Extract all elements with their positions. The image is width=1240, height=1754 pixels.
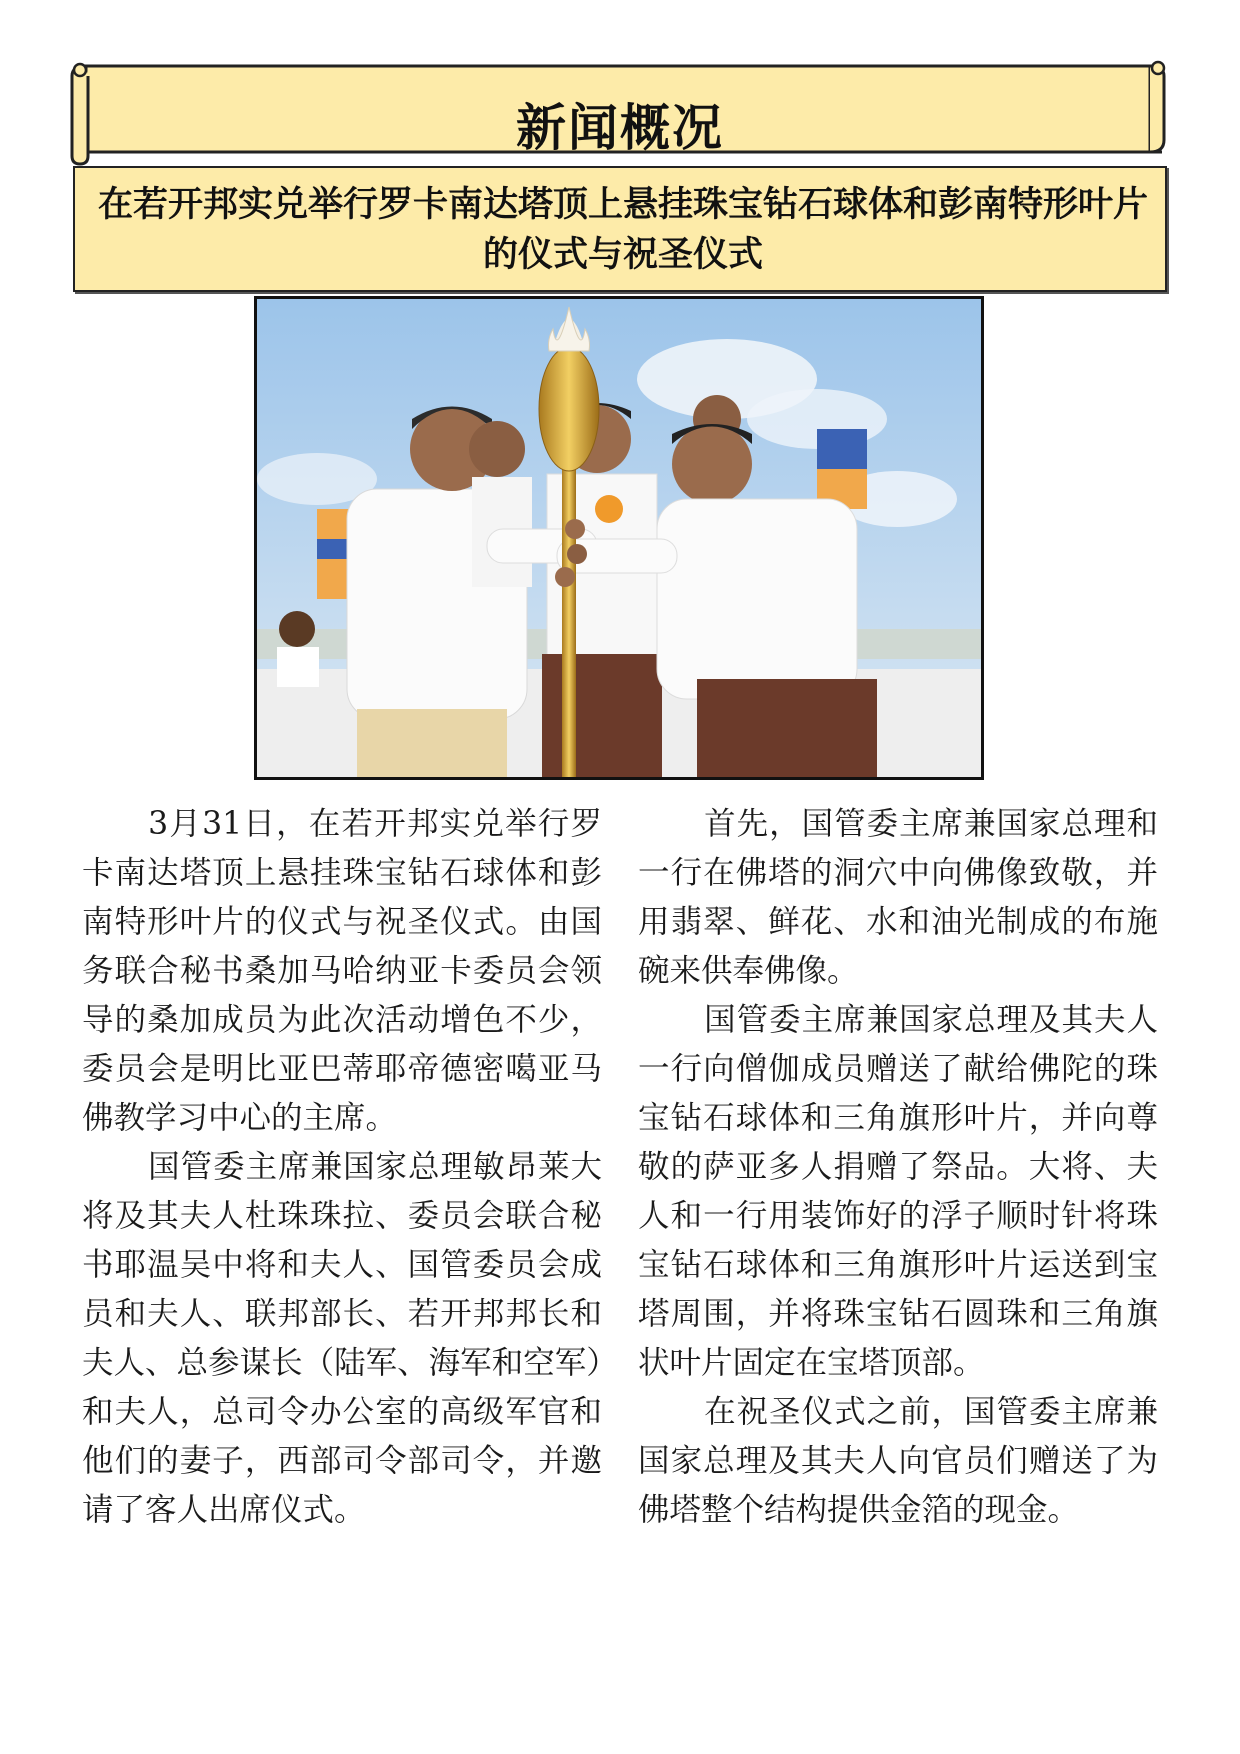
paragraph: 首先，国管委主席兼国家总理和一行在佛塔的洞穴中向佛像致敬，并用翡翠、鲜花、水和油光制成的布施碗来供奉佛像。 xyxy=(638,806,1158,989)
banner-title: 新闻概况 xyxy=(516,99,724,157)
paragraph: 3月31日，在若开邦实兑举行罗卡南达塔顶上悬挂珠宝钻石球体和彭南特形叶片的仪式与祝圣仪式。由国务联合秘书桑加马哈纳亚卡委员会领导的桑加成员为此次活动增色不少，委员会是明比亚巴蒂耶帝德密噶亚马佛教学习中心的主席。 xyxy=(82,806,602,1136)
ceremony-photo xyxy=(254,296,984,780)
headline-box xyxy=(73,166,1167,292)
article-column-right xyxy=(638,800,1158,1535)
section-banner xyxy=(70,56,1170,168)
paragraph: 在祝圣仪式之前，国管委主席兼国家总理及其夫人向官员们赠送了为佛塔整个结构提供金箔的现金。 xyxy=(638,1394,1158,1528)
article-column-left xyxy=(82,800,602,1535)
paragraph: 国管委主席兼国家总理及其夫人一行向僧伽成员赠送了献给佛陀的珠宝钻石球体和三角旗形叶片，并向尊敬的萨亚多人捐赠了祭品。大将、夫人和一行用装饰好的浮子顺时针将珠宝钻石球体和三角旗形叶片运送到宝塔周围，并将珠宝钻石圆珠和三角旗状叶片固定在宝塔顶部。 xyxy=(638,1002,1158,1381)
ceremony-photo-icon xyxy=(257,299,981,777)
article-headline: 在若开邦实兑举行罗卡南达塔顶上悬挂珠宝钻石球体和彭南特形叶片的仪式与祝圣仪式 xyxy=(97,185,1148,275)
paragraph: 国管委主席兼国家总理敏昂莱大将及其夫人杜珠珠拉、委员会联合秘书耶温吴中将和夫人、国管委员会成员和夫人、联邦部长、若开邦邦长和夫人、总参谋长（陆军、海军和空军）和夫人，总司令办公室的高级军官和他们的妻子，西部司令部司令，并邀请了客人出席仪式。 xyxy=(82,1149,602,1528)
